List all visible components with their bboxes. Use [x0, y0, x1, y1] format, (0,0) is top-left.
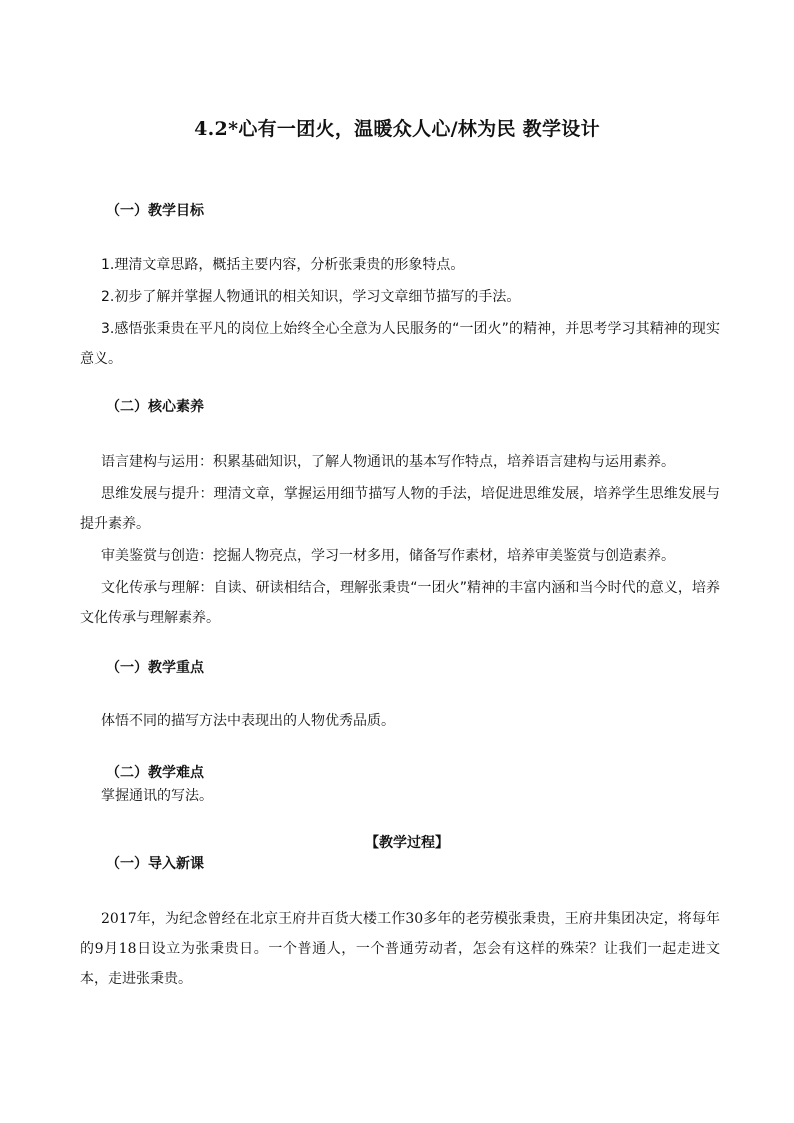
- goal-item-3: 3.感悟张秉贵在平凡的岗位上始终全心全意为人民服务的“一团火”的精神，并思考学习其精神的现实意义。: [80, 321, 720, 367]
- literacy-item-1: 语言建构与运用：积累基础知识，了解人物通讯的基本写作特点，培养语言建构与运用素养。: [101, 454, 675, 470]
- difficulty-heading: （二）教学难点: [106, 765, 204, 781]
- intro-heading: （一）导入新课: [106, 856, 204, 872]
- goal-item-1: 1.理清文章思路，概括主要内容，分析张秉贵的形象特点。: [101, 257, 465, 273]
- intro-text: 2017年，为纪念曾经在北京王府井百货大楼工作30多年的老劳模张秉贵，王府井集团决定，将每年的9月18日设立为张秉贵日。一个普通人，一个普通劳动者，怎会有这样的殊荣？让我们一起走进文本，走进张秉贵。: [80, 911, 720, 987]
- goals-heading: （一）教学目标: [106, 203, 204, 219]
- literacy-item-3: 审美鉴赏与创造：挖掘人物亮点，学习一材多用，储备写作素材，培养审美鉴赏与创造素养。: [101, 548, 675, 564]
- process-label: 【教学过程】: [365, 835, 449, 851]
- goal-item-2: 2.初步了解并掌握人物通讯的相关知识，学习文章细节描写的手法。: [101, 289, 521, 305]
- literacy-heading: （二）核心素养: [106, 399, 204, 415]
- document-title: 4.2*心有一团火，温暖众人心/林为民 教学设计: [194, 118, 600, 140]
- difficulty-text: 掌握通讯的写法。: [101, 788, 213, 804]
- literacy-item-2: 思维发展与提升：理清文章，掌握运用细节描写人物的手法，培促进思维发展，培养学生思维发展与提升素养。: [80, 486, 720, 532]
- key-point-heading: （一）教学重点: [106, 660, 204, 676]
- key-point-text: 体悟不同的描写方法中表现出的人物优秀品质。: [101, 713, 395, 729]
- literacy-item-4: 文化传承与理解：自读、研读相结合，理解张秉贵“一团火”精神的丰富内涵和当今时代的意义，培养文化传承与理解素养。: [80, 580, 720, 626]
